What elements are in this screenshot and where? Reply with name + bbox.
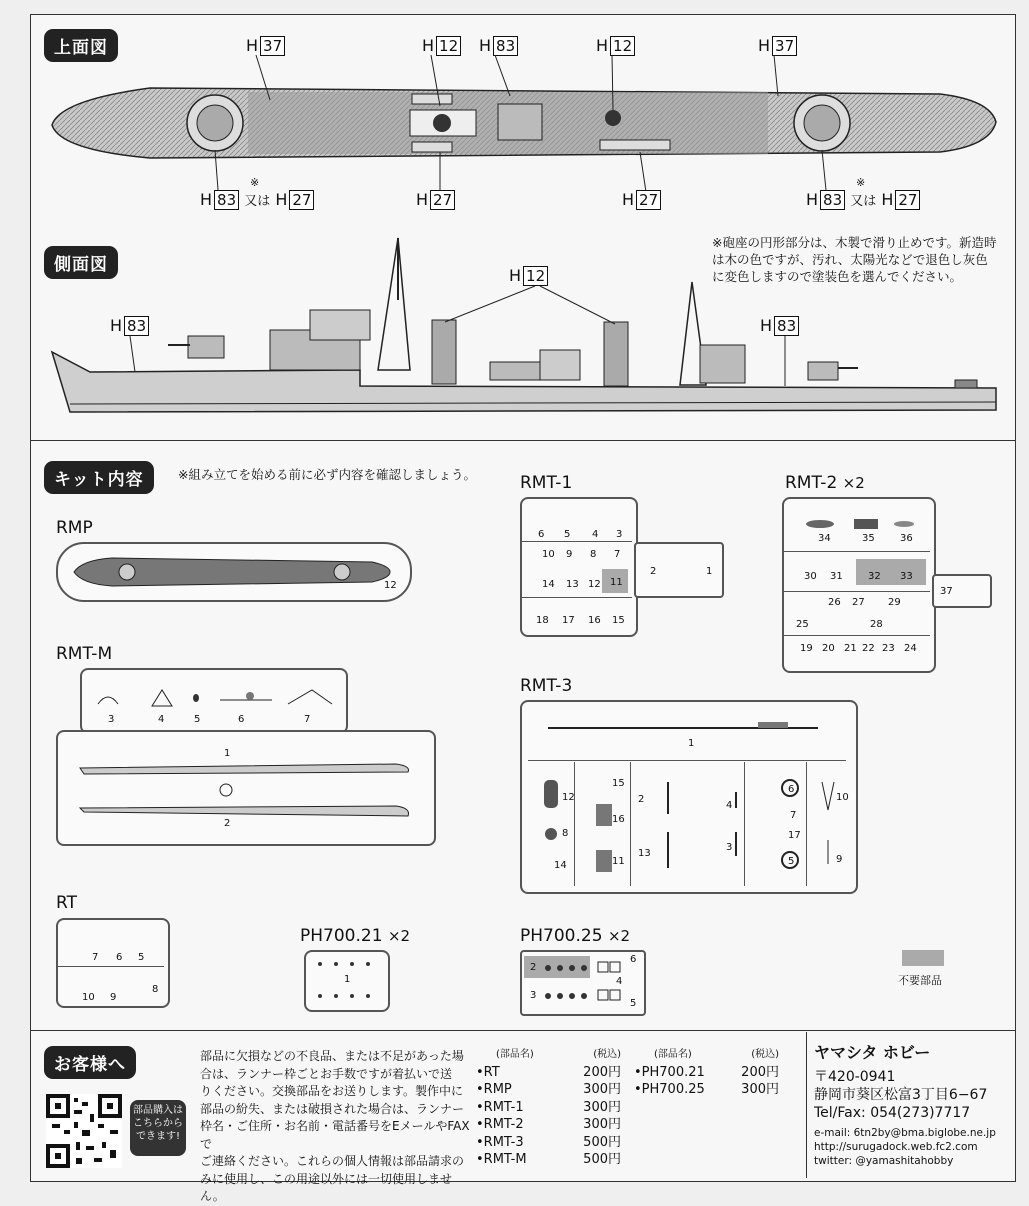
part-number: 37 <box>940 586 953 597</box>
part-number: 3 <box>108 714 115 725</box>
price-row: •RMT-2 300円 <box>476 1117 621 1132</box>
sprue-name-rmt-3: RMT-3 <box>520 676 573 696</box>
part-number: 12 <box>384 580 397 591</box>
maker-telfax: Tel/Fax: 054(273)7717 <box>814 1105 971 1121</box>
part-number: 22 <box>862 643 875 654</box>
sprue-rmt-2-side <box>932 574 992 608</box>
sprue-name-rt: RT <box>56 893 77 913</box>
sprue-rmp <box>56 542 412 602</box>
ph700-21-parts <box>312 958 382 1004</box>
kit-contents-note: ※組み立てを始める前に必ず内容を確認しましょう。 <box>178 467 476 482</box>
top-view-title: 上面図 <box>44 29 118 62</box>
maker-postal: 〒420-0941 <box>814 1069 896 1085</box>
part-number: 3 <box>530 990 537 1001</box>
unused-parts-swatch <box>902 950 944 966</box>
rmt-m-small-parts <box>92 684 332 712</box>
part-number: 17 <box>788 830 801 841</box>
part-number: 30 <box>804 571 817 582</box>
part-number: 21 <box>844 643 857 654</box>
part-number: 10 <box>82 992 95 1003</box>
part-number: 8 <box>590 549 597 560</box>
part-number: 35 <box>862 533 875 544</box>
part-number: 14 <box>542 579 555 590</box>
part-number: 4 <box>592 529 599 540</box>
customer-title: お客様へ <box>44 1046 136 1079</box>
price-row: •PH700.25 300円 <box>634 1082 779 1097</box>
sprue-rt <box>56 918 170 1008</box>
kit-contents-title: キット内容 <box>44 461 154 494</box>
label-h27: H 27 <box>622 190 661 210</box>
part-number: 13 <box>566 579 579 590</box>
part-number: 6 <box>538 529 545 540</box>
sprue-name-rmt-m: RMT-M <box>56 644 113 664</box>
label-h27: H 27 <box>416 190 455 210</box>
part-number: 1 <box>224 748 231 759</box>
label-h83: H 83 <box>110 316 149 336</box>
part-number: 18 <box>536 615 549 626</box>
part-number: 6 <box>116 952 123 963</box>
sprue-divider <box>806 762 807 886</box>
part-number: 7 <box>304 714 311 725</box>
side-view-note: ※砲座の円形部分は、木製で滑り止めです。新造時 は木の色ですが、汚れ、太陽光などで退色し灰色 に変色しますので塗装色を選んでください。 <box>712 235 997 284</box>
part-number: 9 <box>110 992 117 1003</box>
side-view-title: 側面図 <box>44 246 118 279</box>
section-divider <box>30 440 1016 441</box>
rmt-2-boats <box>804 517 924 531</box>
part-number: 7 <box>92 952 99 963</box>
label-h37: H 37 <box>758 36 797 56</box>
part-number: 6 <box>630 954 637 965</box>
unused-parts-legend: 不要部品 <box>898 974 942 987</box>
part-number: 5 <box>138 952 145 963</box>
part-number: 19 <box>800 643 813 654</box>
part-number: 13 <box>638 848 651 859</box>
part-number: 16 <box>588 615 601 626</box>
part-number: 9 <box>836 854 843 865</box>
maker-address: 静岡市葵区松富3丁目6−67 <box>814 1087 988 1103</box>
note-mark: ※ <box>250 176 260 189</box>
sprue-divider <box>744 762 745 886</box>
qr-code-icon[interactable] <box>46 1094 122 1168</box>
label-h83: H 83 <box>760 316 799 336</box>
label-h83-or-h27: H 83 又は H 27 <box>200 190 314 210</box>
price-row: •RT 200円 <box>476 1064 621 1080</box>
sprue-divider <box>528 760 846 761</box>
part-number: 1 <box>688 738 695 749</box>
maker-name: ヤマシタ ホビー <box>814 1043 931 1062</box>
part-number: 8 <box>562 828 569 839</box>
maker-twitter[interactable]: twitter: @yamashitahobby <box>814 1155 954 1167</box>
sprue-rmt-1 <box>520 497 638 637</box>
part-number: 5 <box>788 856 795 867</box>
maker-website-link[interactable]: http://surugadock.web.fc2.com <box>814 1141 978 1153</box>
part-number: 5 <box>564 529 571 540</box>
part-number: 1 <box>706 566 713 577</box>
part-number: 17 <box>562 615 575 626</box>
sprue-divider <box>784 551 930 552</box>
label-h83-or-h27: H 83 又は H 27 <box>806 190 920 210</box>
label-h12: H 12 <box>422 36 461 56</box>
customer-notice: 部品に欠損などの不良品、または不足があった場 合は、ランナー枠ごとお手数ですが着払いで送 りください。交換部品をお送りします。製作中に 部品の紛失、または破損された場合は、ランナー 枠名・ご住所・お名前・電話番号をEメールやFAXで ご連絡ください。これらの個人情報は部品請求の みに使用し、この用途以外には一切使用しません。 <box>200 1049 470 1203</box>
sprue-name-rmt-1: RMT-1 <box>520 473 573 493</box>
part-number: 10 <box>836 792 849 803</box>
sprue-name-rmt-2: RMT-2 ×2 <box>785 473 865 493</box>
part-number: 7 <box>790 810 797 821</box>
label-h12: H 12 <box>509 266 548 286</box>
part-number: 5 <box>630 998 637 1009</box>
part-number: 29 <box>888 597 901 608</box>
sprue-divider <box>784 635 930 636</box>
section-divider <box>30 1030 1016 1031</box>
rmt-3-mast-part <box>548 716 828 736</box>
sprue-rmt-m-lower <box>56 730 436 846</box>
sprue-name-ph700-21: PH700.21 ×2 <box>300 926 411 946</box>
part-number: 26 <box>828 597 841 608</box>
maker-email[interactable]: e-mail: 6tn2by@bma.biglobe.ne.jp <box>814 1127 996 1139</box>
sprue-name-ph700-25: PH700.25 ×2 <box>520 926 631 946</box>
price-row: •RMT-M 500円 <box>476 1152 621 1167</box>
part-number: 15 <box>612 615 625 626</box>
ph700-25-parts <box>542 960 632 1010</box>
part-number: 27 <box>852 597 865 608</box>
part-number: 24 <box>904 643 917 654</box>
part-number-unused: 11 <box>602 569 628 593</box>
part-number-unused: 32 <box>856 559 926 585</box>
sprue-rmt-m-upper <box>80 668 348 734</box>
parts-purchase-badge: 部品購入は こちらから できます! <box>130 1100 186 1156</box>
part-number: 11 <box>612 856 625 867</box>
part-number: 2 <box>638 794 645 805</box>
part-hull-top <box>72 554 392 590</box>
part-number: 2 <box>224 818 231 829</box>
label-h83: H 83 <box>479 36 518 56</box>
part-number: 8 <box>152 984 159 995</box>
part-number: 7 <box>614 549 621 560</box>
maker-info <box>814 1044 1010 1168</box>
part-number: 23 <box>882 643 895 654</box>
price-row: •RMT-3 500円 <box>476 1134 621 1150</box>
price-row: •RMP 300円 <box>476 1082 621 1097</box>
part-number: 28 <box>870 619 883 630</box>
part-number: 25 <box>796 619 809 630</box>
sprue-divider <box>522 597 632 598</box>
part-number: 4 <box>616 976 623 987</box>
part-number: 5 <box>194 714 201 725</box>
label-h12: H 12 <box>596 36 635 56</box>
sprue-divider <box>58 966 164 967</box>
part-number: 34 <box>818 533 831 544</box>
part-number: 9 <box>566 549 573 560</box>
part-number: 4 <box>158 714 165 725</box>
part-number: 36 <box>900 533 913 544</box>
part-number: 20 <box>822 643 835 654</box>
part-number: 16 <box>612 814 625 825</box>
label-h37: H 37 <box>246 36 285 56</box>
note-mark: ※ <box>856 176 866 189</box>
section-divider <box>806 1032 807 1178</box>
sprue-divider <box>522 541 632 542</box>
part-number: 6 <box>238 714 245 725</box>
sprue-rmt-1-side <box>634 542 724 598</box>
part-number: 33 <box>900 571 913 582</box>
part-number: 3 <box>616 529 623 540</box>
price-header: (部品名) (税込) <box>496 1049 621 1060</box>
part-number: 1 <box>344 974 351 985</box>
price-row: •RMT-1 300円 <box>476 1099 621 1115</box>
part-number: 31 <box>830 571 843 582</box>
price-list-left <box>476 1046 621 1169</box>
sprue-divider <box>574 762 575 886</box>
part-number: 2 <box>650 566 657 577</box>
part-number: 12 <box>562 792 575 803</box>
sprue-name-rmp: RMP <box>56 518 93 538</box>
price-header: (部品名) (税込) <box>654 1049 779 1060</box>
sprue-divider <box>784 591 930 592</box>
part-number: 12 <box>588 579 601 590</box>
price-list-right <box>634 1046 779 1099</box>
part-number: 15 <box>612 778 625 789</box>
part-number: 3 <box>726 842 733 853</box>
sprue-rmt-3 <box>520 700 858 894</box>
part-number: 4 <box>726 800 733 811</box>
sprue-ph700-25 <box>520 950 646 1016</box>
sprue-ph700-21 <box>304 950 390 1012</box>
price-row: •PH700.21 200円 <box>634 1064 779 1080</box>
part-number: 14 <box>554 860 567 871</box>
rmt-m-hull-halves <box>76 750 416 830</box>
sprue-divider <box>630 762 631 886</box>
side-view-ship-drawing <box>0 0 1029 440</box>
part-number: 6 <box>788 784 795 795</box>
part-number: 10 <box>542 549 555 560</box>
part-number: 2 <box>530 962 537 973</box>
sprue-rmt-2 <box>782 497 936 673</box>
